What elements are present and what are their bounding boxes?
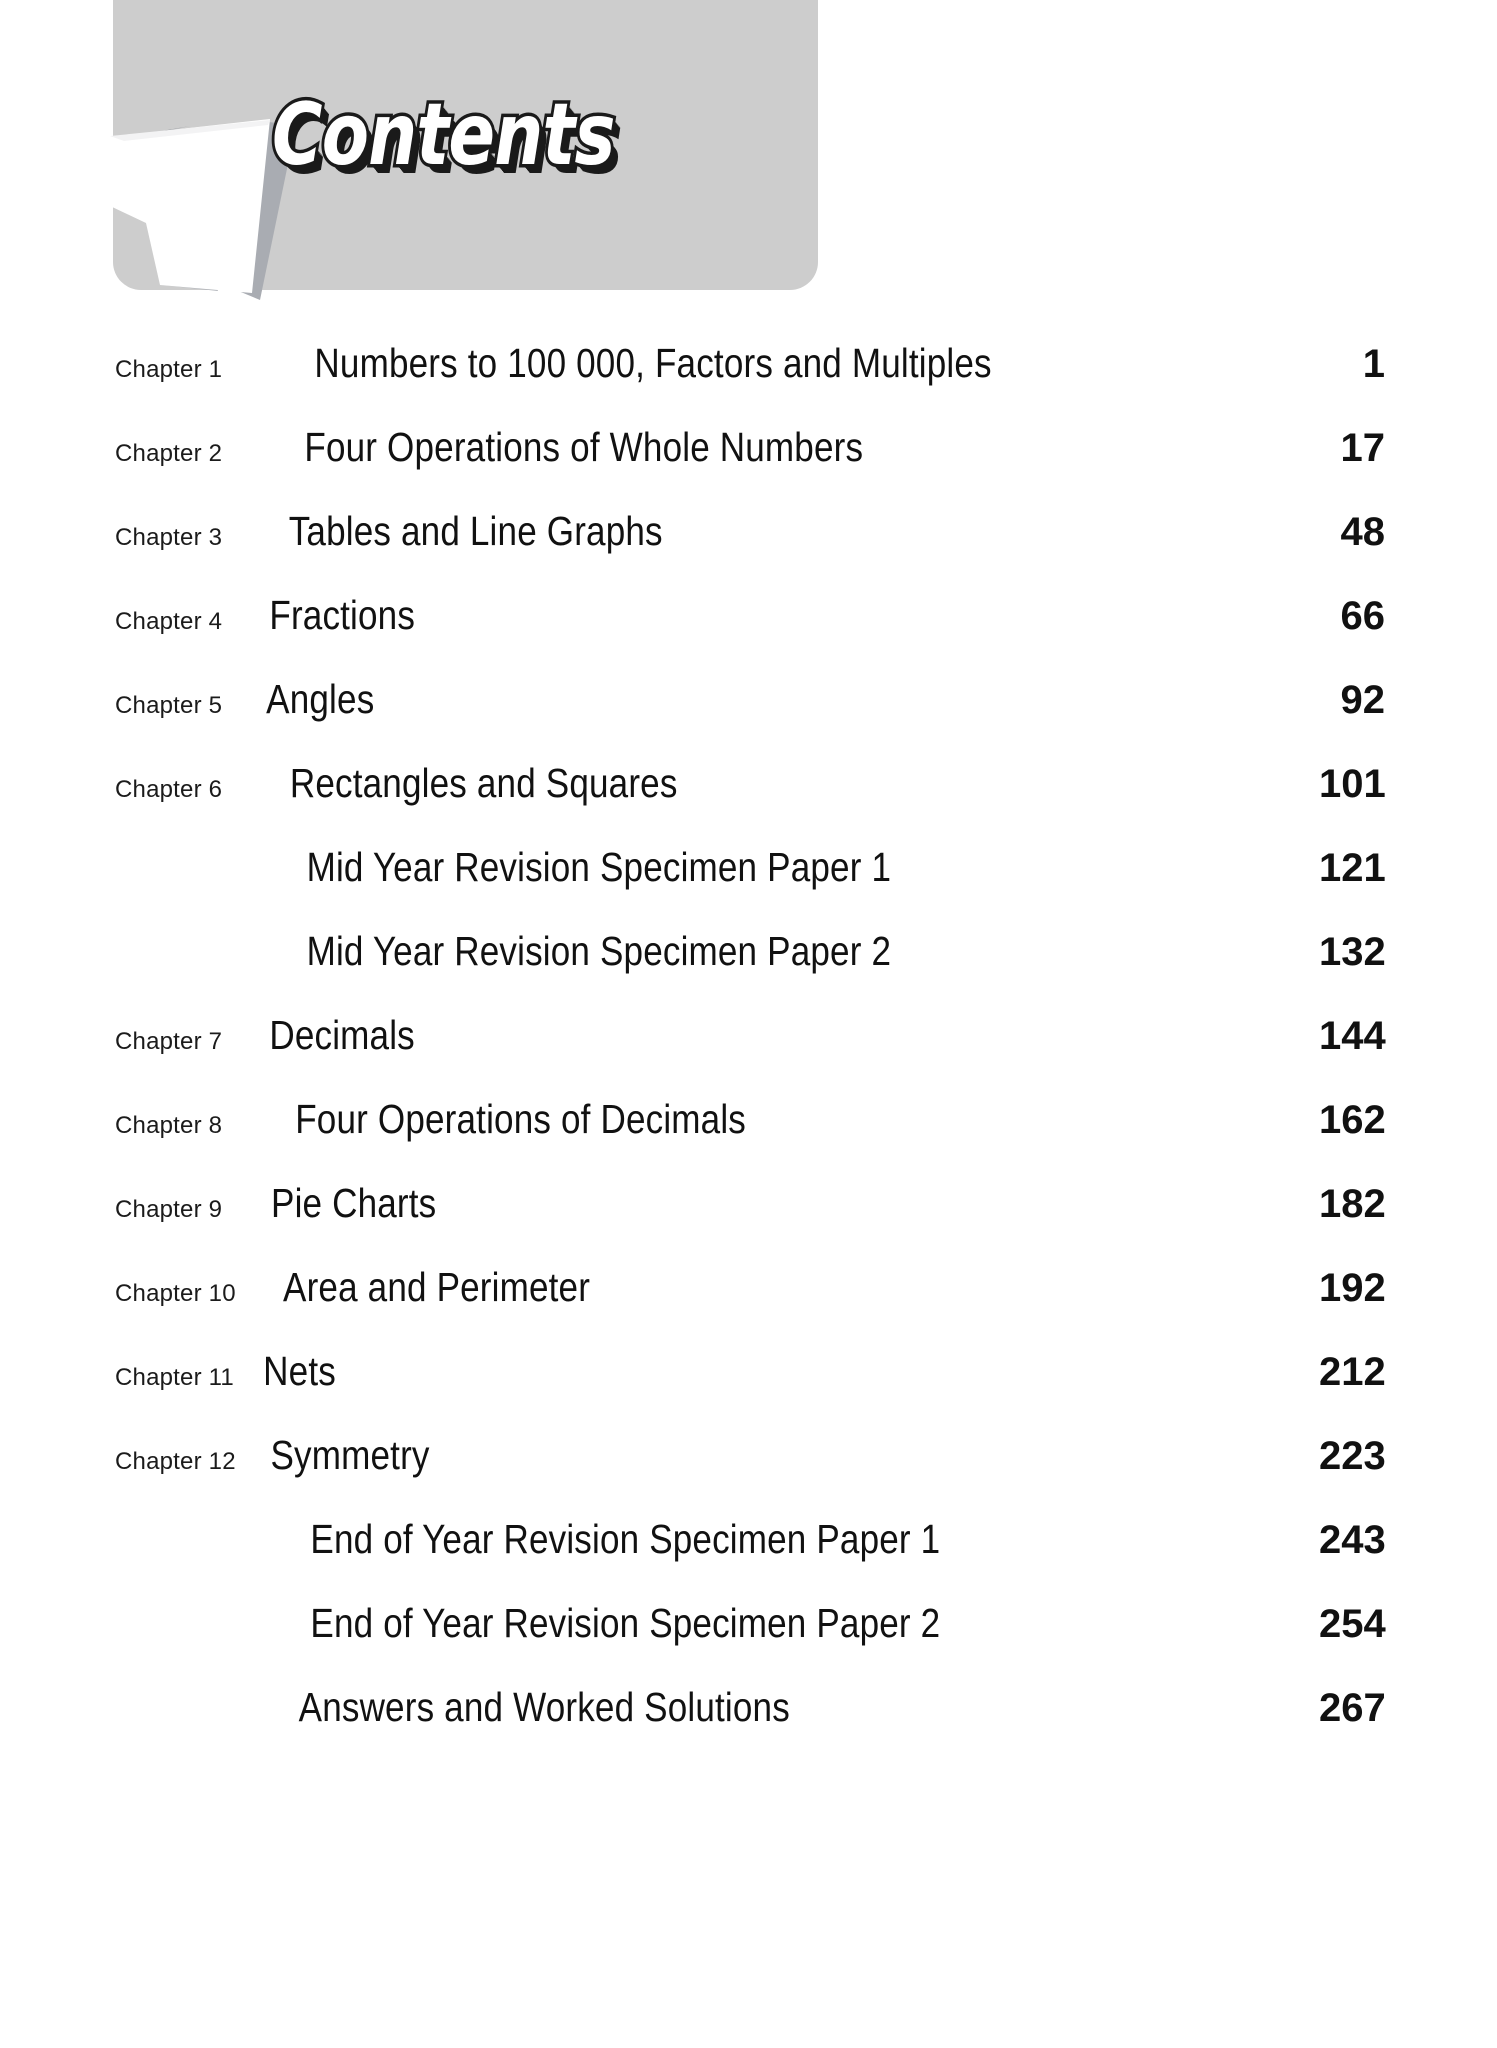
table-row[interactable] [0,1096,1497,1180]
chapter-label: Chapter 11 [115,1364,234,1391]
chapter-label: Chapter 4 [115,608,223,635]
chapter-label: Chapter 8 [115,1112,223,1139]
entry-title: Angles [266,676,375,722]
entry-title: Mid Year Revision Specimen Paper 1 [306,844,892,890]
entry-title: Four Operations of Decimals [295,1096,746,1142]
table-row[interactable] [0,1180,1497,1264]
entry-title: Decimals [269,1012,415,1058]
table-row[interactable] [0,508,1497,592]
chapter-label: Chapter 10 [115,1280,236,1307]
entry-title: Numbers to 100 000, Factors and Multiples [314,340,992,386]
entry-title: End of Year Revision Specimen Paper 2 [310,1600,941,1646]
chapter-label: Chapter 2 [115,440,223,467]
table-row[interactable] [0,1012,1497,1096]
page-number: 132 [1319,930,1386,974]
entry-title: Mid Year Revision Specimen Paper 2 [306,928,892,974]
page-number: 66 [1340,594,1385,638]
page-number: 182 [1319,1182,1386,1226]
entry-title: Answers and Worked Solutions [298,1684,790,1730]
page-number: 121 [1319,846,1386,890]
page-number: 144 [1319,1014,1386,1058]
table-of-contents [0,340,1497,1768]
page-number: 267 [1319,1686,1386,1730]
page-number: 223 [1319,1434,1386,1478]
page-number: 48 [1340,510,1385,554]
page-title: Contents [272,85,615,185]
page-number: 17 [1340,426,1385,470]
entry-title: Pie Charts [271,1180,437,1226]
page-number: 212 [1319,1350,1386,1394]
entry-title: Fractions [269,592,416,638]
chapter-label: Chapter 7 [115,1028,223,1055]
table-row[interactable] [0,1684,1497,1768]
table-row[interactable] [0,1600,1497,1684]
table-row[interactable] [0,676,1497,760]
entry-title: Four Operations of Whole Numbers [304,424,864,470]
page-number: 254 [1319,1602,1386,1646]
page-number: 101 [1319,762,1386,806]
entry-title: Rectangles and Squares [289,760,678,806]
table-row[interactable] [0,340,1497,424]
table-row[interactable] [0,1348,1497,1432]
chapter-label: Chapter 1 [115,356,223,383]
page-number: 162 [1319,1098,1386,1142]
entry-title: Symmetry [270,1432,430,1478]
table-row[interactable] [0,844,1497,928]
table-row[interactable] [0,424,1497,508]
chapter-label: Chapter 3 [115,524,223,551]
table-row[interactable] [0,760,1497,844]
chapter-label: Chapter 6 [115,776,223,803]
table-row[interactable] [0,928,1497,1012]
table-row[interactable] [0,592,1497,676]
table-row[interactable] [0,1516,1497,1600]
table-row[interactable] [0,1432,1497,1516]
chapter-label: Chapter 12 [115,1448,236,1475]
chapter-label: Chapter 9 [115,1196,223,1223]
page-number: 192 [1319,1266,1386,1310]
entry-title: End of Year Revision Specimen Paper 1 [310,1516,941,1562]
entry-title: Nets [263,1348,336,1394]
chapter-label: Chapter 5 [115,692,223,719]
table-row[interactable] [0,1264,1497,1348]
page-number: 92 [1340,678,1385,722]
page-number: 243 [1319,1518,1386,1562]
page-number: 1 [1362,342,1385,386]
entry-title: Area and Perimeter [283,1264,591,1310]
entry-title: Tables and Line Graphs [288,508,663,554]
